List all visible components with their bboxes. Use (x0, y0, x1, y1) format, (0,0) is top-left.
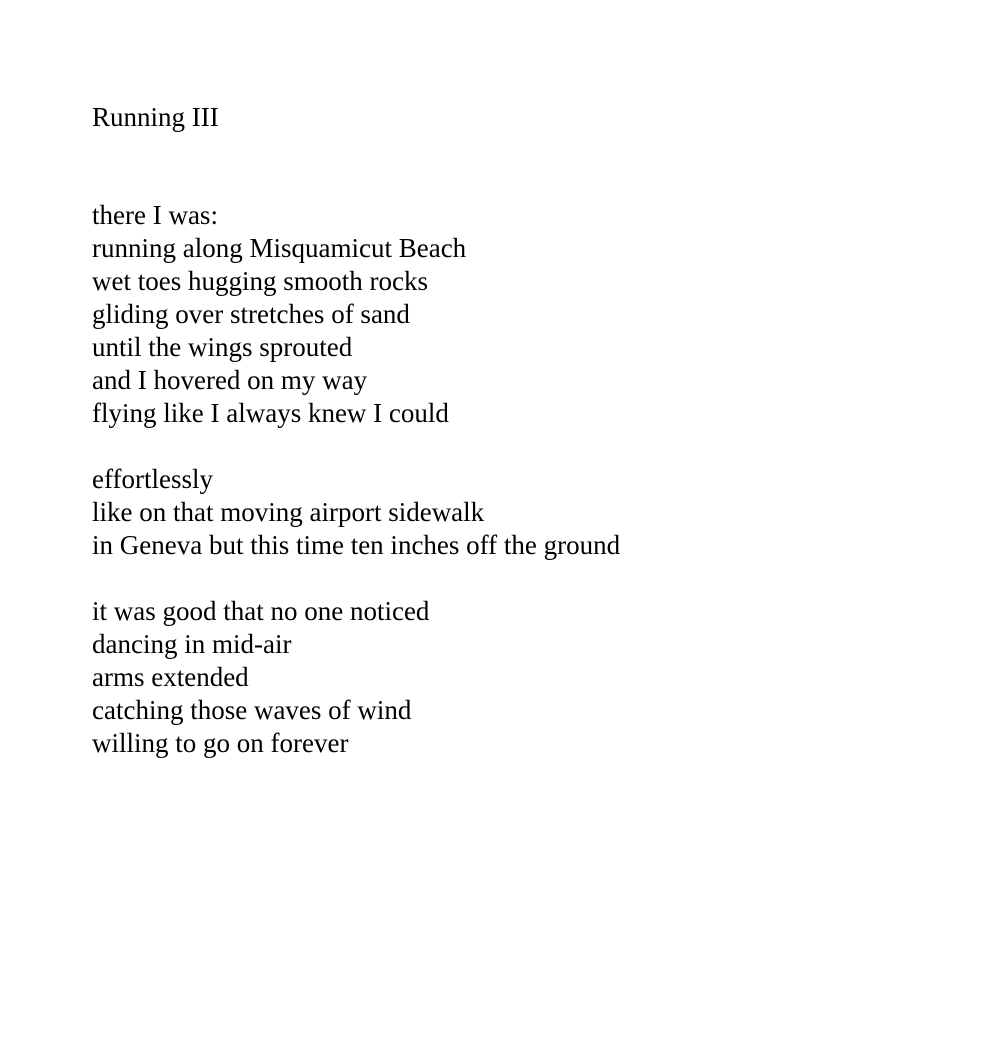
poem-line: willing to go on forever (92, 728, 349, 758)
poem-line: effortlessly (92, 464, 213, 494)
poem-line: and I hovered on my way (92, 365, 368, 395)
poem-line: arms extended (92, 662, 249, 692)
stanza-3 (92, 595, 429, 760)
poem-line: wet toes hugging smooth rocks (92, 266, 428, 296)
stanza-1 (92, 199, 466, 430)
poem-line: until the wings sprouted (92, 332, 353, 362)
poem-line: there I was: (92, 200, 218, 230)
stanza-2 (92, 463, 620, 562)
poem-line: flying like I always knew I could (92, 398, 449, 428)
poem-line: in Geneva but this time ten inches off the ground (92, 530, 621, 560)
poem-line: running along Misquamicut Beach (92, 233, 467, 263)
poem-line: catching those waves of wind (92, 695, 412, 725)
poem-line: it was good that no one noticed (92, 596, 430, 626)
poem-line: dancing in mid-air (92, 629, 292, 659)
poem-title: Running III (92, 102, 219, 132)
poem-line: like on that moving airport sidewalk (92, 497, 485, 527)
poem-line: gliding over stretches of sand (92, 299, 410, 329)
